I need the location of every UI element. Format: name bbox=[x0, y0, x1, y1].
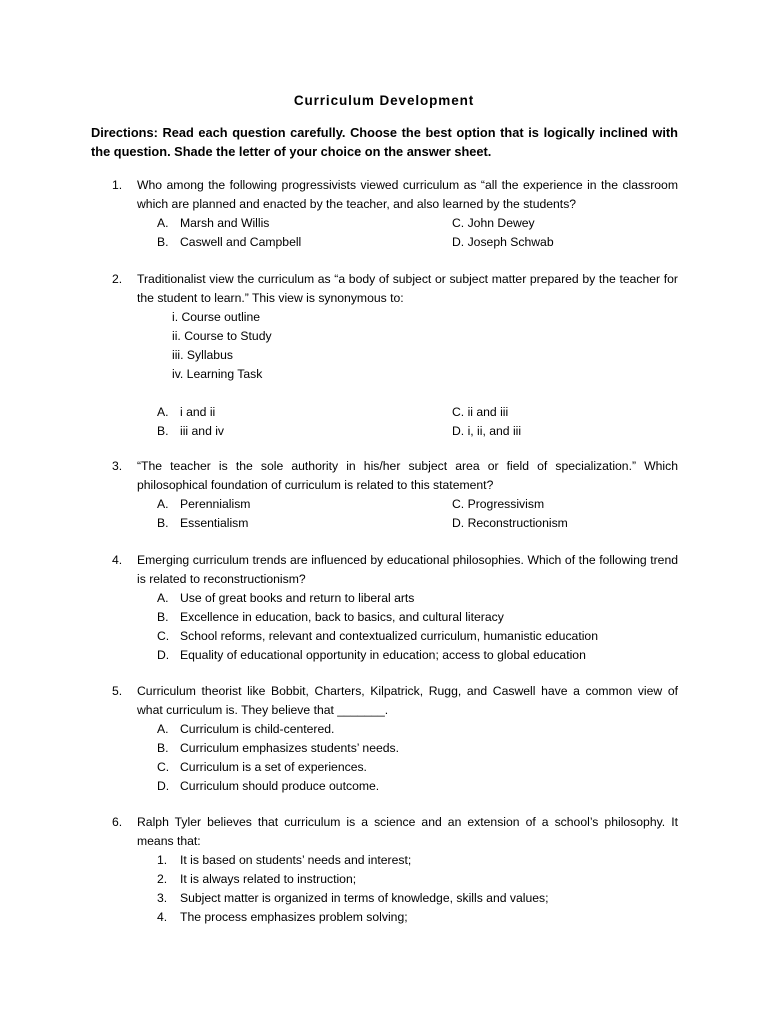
options-grid bbox=[157, 403, 678, 441]
question-text: Ralph Tyler believes that curriculum is a science and an extension of a school’s philosophy. It means that: bbox=[137, 815, 678, 848]
question-text: “The teacher is the sole authority in his/her subject area or field of specialization.” Which philosophical foundation of curriculum is related to this statement? bbox=[137, 459, 678, 492]
options-grid bbox=[157, 214, 678, 252]
question-text: Emerging curriculum trends are influenced by educational philosophies. Which of the following trend is related to reconstructionism? bbox=[137, 553, 678, 586]
option-a: A. Marsh and Willis bbox=[157, 216, 270, 230]
option-d: D. Equality of educational opportunity in education; access to global education bbox=[157, 648, 586, 662]
option-2: 2. It is always related to instruction; bbox=[157, 872, 357, 886]
page-title: Curriculum Development bbox=[293, 93, 475, 108]
question-number: 1. bbox=[112, 178, 123, 192]
question-number: 6. bbox=[112, 815, 123, 829]
question-text: Traditionalist view the curriculum as “a body of subject or subject matter prepared by the teacher for the student to learn.” This view is synonymous to: bbox=[137, 272, 678, 305]
option-c: C. School reforms, relevant and contextualized curriculum, humanistic education bbox=[157, 629, 598, 643]
options-list bbox=[157, 589, 678, 665]
options-list bbox=[157, 851, 678, 927]
option-b: B. iii and iv bbox=[157, 424, 225, 438]
option-1: 1. It is based on students’ needs and interest; bbox=[157, 853, 412, 867]
question-6 bbox=[112, 813, 678, 927]
option-b: B. Caswell and Campbell bbox=[157, 235, 302, 249]
roman-item: i. Course outline bbox=[172, 310, 261, 324]
question-2 bbox=[112, 270, 678, 441]
question-text: Who among the following progressivists viewed curriculum as “all the experience in the classroom which are planned and enacted by the teacher, and also learned by the students? bbox=[137, 178, 678, 211]
option-c: C. Progressivism bbox=[452, 497, 545, 511]
question-number: 2. bbox=[112, 272, 123, 286]
roman-item: ii. Course to Study bbox=[172, 329, 272, 343]
option-a: A. Use of great books and return to liberal arts bbox=[157, 591, 415, 605]
question-number: 3. bbox=[112, 459, 123, 473]
question-number: 5. bbox=[112, 684, 123, 698]
roman-list bbox=[172, 308, 678, 384]
option-c: C. John Dewey bbox=[452, 216, 535, 230]
roman-item: iv. Learning Task bbox=[172, 367, 263, 381]
option-3: 3. Subject matter is organized in terms of knowledge, skills and values; bbox=[157, 891, 549, 905]
option-a: A. Curriculum is child-centered. bbox=[157, 722, 335, 736]
directions-text: Directions: Read each question carefully. Choose the best option that is logically inclined with the question. Shade the letter of your choice on the answer sheet. bbox=[91, 125, 678, 159]
option-d: D. i, ii, and iii bbox=[452, 424, 522, 438]
option-d: D. Reconstructionism bbox=[452, 516, 568, 530]
option-c: C. Curriculum is a set of experiences. bbox=[157, 760, 367, 774]
question-number: 4. bbox=[112, 553, 123, 567]
question-1 bbox=[112, 176, 678, 252]
option-d: D. Joseph Schwab bbox=[452, 235, 554, 249]
question-text: Curriculum theorist like Bobbit, Charters, Kilpatrick, Rugg, and Caswell have a common view of what curriculum is. They believe that _______. bbox=[137, 684, 678, 717]
roman-item: iii. Syllabus bbox=[172, 348, 233, 362]
question-5 bbox=[112, 682, 678, 796]
option-b: B. Essentialism bbox=[157, 516, 249, 530]
option-b: B. Excellence in education, back to basics, and cultural literacy bbox=[157, 610, 504, 624]
question-3 bbox=[112, 457, 678, 533]
options-grid bbox=[157, 495, 678, 533]
option-c: C. ii and iii bbox=[452, 405, 509, 419]
option-a: A. i and ii bbox=[157, 405, 216, 419]
option-b: B. Curriculum emphasizes students’ needs. bbox=[157, 741, 400, 755]
option-d: D. Curriculum should produce outcome. bbox=[157, 779, 380, 793]
question-4 bbox=[112, 551, 678, 665]
option-4: 4. The process emphasizes problem solving; bbox=[157, 910, 408, 924]
option-a: A. Perennialism bbox=[157, 497, 251, 511]
options-list bbox=[157, 720, 678, 796]
